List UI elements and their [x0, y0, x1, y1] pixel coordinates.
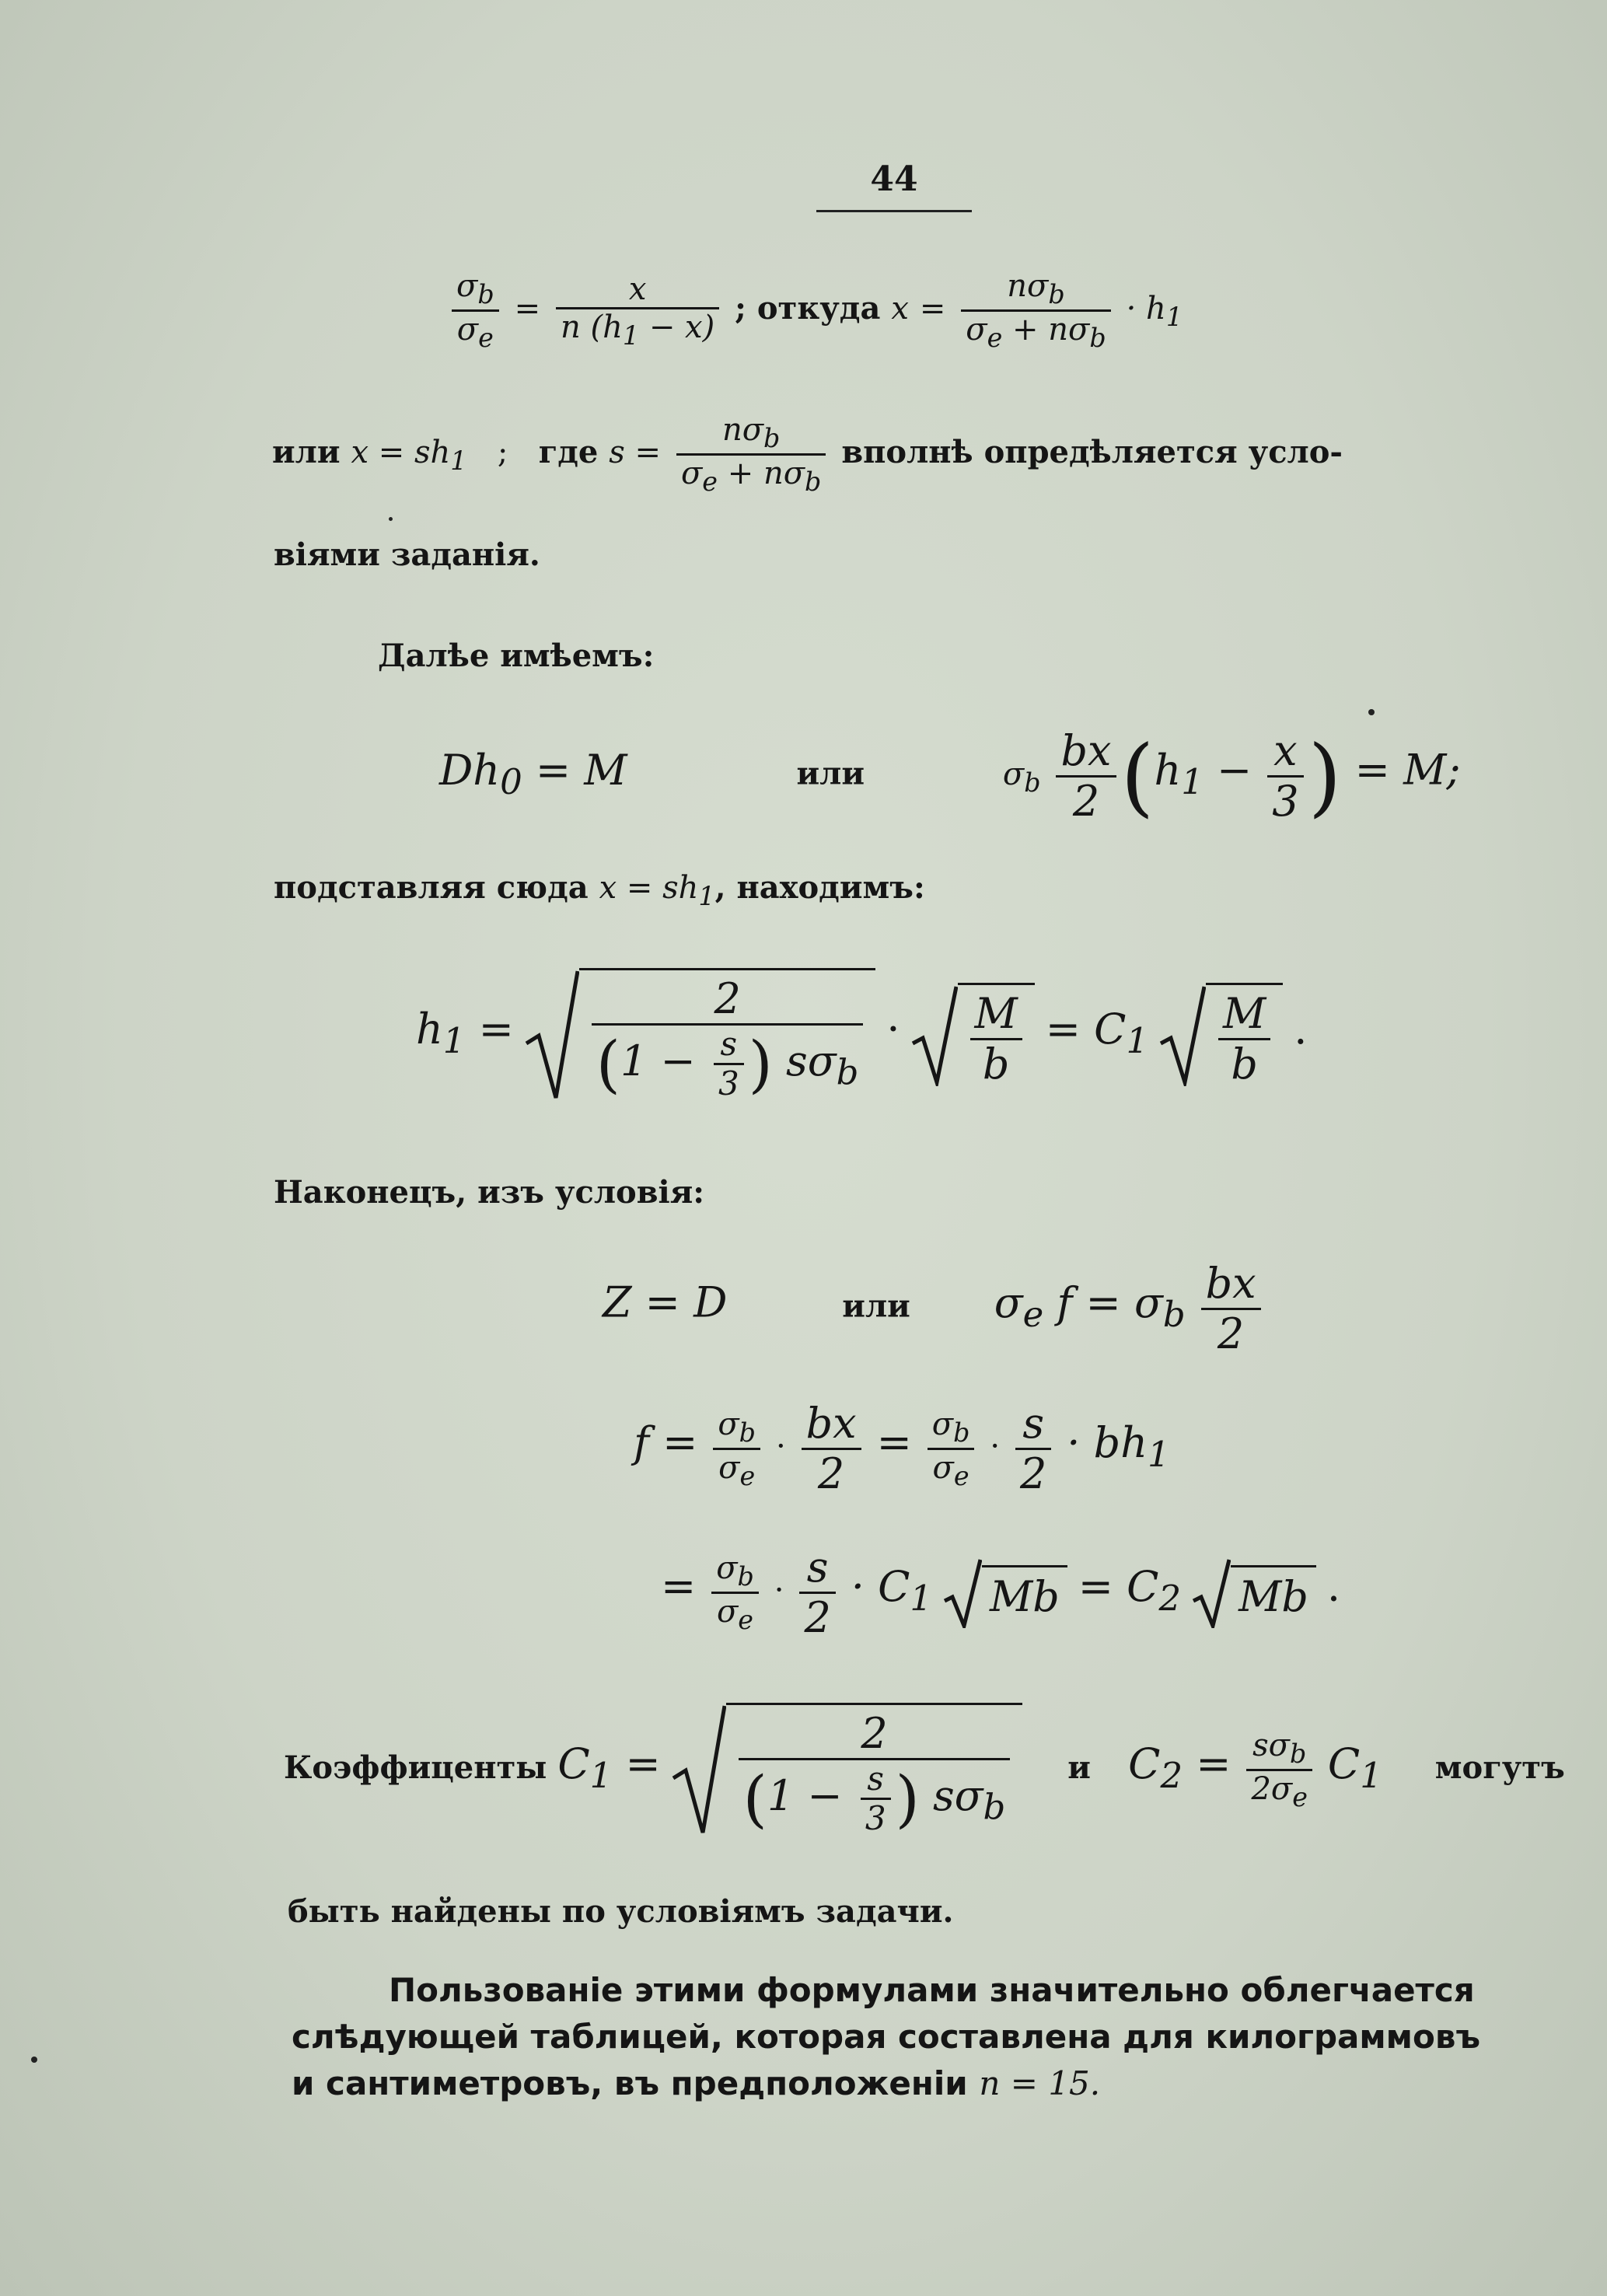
fraction-2-over: 2 (1 − $\frac{s}{3}$ ) $s\sigma_b$	[592, 975, 864, 1103]
radical-sign-icon-6	[672, 1704, 726, 1836]
equation-moment: $Dh_0 = M$ или $\sigma_b$ $\frac{bx}{2}$ ($h_1$ − $\frac{x}{3}$ ) = M;	[439, 726, 1461, 826]
sqrt-2	[911, 983, 1035, 1089]
text-para-2: слѣдующей таблицей, которая составлена для килограммовъ	[292, 2018, 1481, 2056]
radical-sign-icon-2	[911, 985, 958, 1086]
sqrt-3	[1159, 983, 1283, 1089]
text-i: и	[1067, 1749, 1091, 1786]
fraction-bx-2-b: $\frac{bx}{2}$	[1201, 1260, 1261, 1358]
speck	[31, 2057, 37, 2063]
equation-f: f = $\frac{\sigma_b}{\sigma_e}$ · $\frac{bx}{2}$ = $\frac{\sigma_b}{\sigma_e}$ · $\frac{s}{2}$ · $bh_1$	[634, 1399, 1170, 1499]
fraction-bx-2: $\frac{bx}{2}$	[1056, 727, 1116, 826]
equation-coefficients: Коэффиценты $C_1$ = 2 (1 − $\frac{s}{3}$ ) $s\sigma_b$ и $C_2$ = $\frac{s\sigma_b}{2\sigma_e}$ $C_1$ могутъ	[284, 1703, 1565, 1838]
text-line-5: подставляя сюда $x = sh_1$, находимъ:	[274, 869, 925, 911]
fraction-s-sigma-2: $\frac{s\sigma_b}{2\sigma_e}$	[1246, 1728, 1312, 1813]
text-mogut: могутъ	[1434, 1749, 1565, 1786]
text-para-3-words: и сантиметровъ, въ предположеніи	[292, 2064, 968, 2102]
sqrt-6	[672, 1703, 1023, 1838]
text-vpolne: вполнѣ опредѣляется усло-	[841, 433, 1343, 470]
radical-sign-icon	[525, 970, 579, 1102]
speck	[1368, 709, 1375, 715]
fraction-x-3: $\frac{x}{3}$	[1267, 727, 1303, 826]
page-number-rule	[816, 210, 972, 212]
equation-f-2: = $\frac{\sigma_b}{\sigma_e}$ · $\frac{s}{2}$ · $C_1$ $Mb = C_2$ Mb .	[661, 1543, 1341, 1643]
radical-sign-icon-5	[1192, 1558, 1231, 1628]
text-para-1: Пользованіе этими формулами значительно облегчается	[389, 1971, 1475, 2009]
speck	[389, 517, 393, 521]
radical-sign-icon-4	[943, 1558, 982, 1628]
fraction-x-over-n: $\frac{x}{n (h_1 - x)}$	[556, 271, 719, 351]
text-line-7: быть найдены по условіямъ задачи.	[288, 1893, 954, 1930]
fraction-sigma-ratio: $\frac{\sigma_b}{\sigma_e}$	[452, 268, 499, 354]
fraction-s: $\frac{n\sigma_b}{\sigma_e + n\sigma_b}$	[676, 412, 826, 498]
equation-ratio: $\frac{\sigma_b}{\sigma_e}$ = $\frac{x}{n (h_1 - x)}$ ; откуда x = $\frac{n\sigma_b}{\sigma_e + n\sigma_b}$ · $h_1$	[447, 268, 1183, 354]
equation-h1: $h_1$ = 2 (1 − $\frac{s}{3}$ ) $s\sigma_b$ · $\frac{M}{b}$ = $C_1$ $\frac{M}{b}$ .	[416, 968, 1307, 1103]
equation-z-d: Z = D или $\sigma_e$ $f = \sigma_b$ $\frac{bx}{2}$	[603, 1260, 1266, 1358]
page-number: 44	[870, 159, 918, 199]
text-n-15: n = 15.	[979, 2064, 1101, 2102]
fraction-bx-2-c: $\frac{bx}{2}$	[802, 1400, 861, 1498]
text-otkuda: ; откуда	[735, 289, 881, 327]
text-line-3: віями заданія.	[274, 536, 540, 573]
text-ili-3: или	[842, 1288, 910, 1325]
text-koefficienty: Коэффиценты	[284, 1749, 547, 1786]
fraction-M-b: $\frac{M}{b}$	[970, 990, 1022, 1089]
fraction-M-b-2: $\frac{M}{b}$	[1218, 990, 1270, 1089]
fraction-s-2: $\frac{s}{2}$	[1015, 1400, 1051, 1498]
text-para-3	[292, 2064, 1100, 2102]
fraction-2-over-b: 2 (1 − $\frac{s}{3}$ ) $s\sigma_b$	[739, 1710, 1011, 1838]
sqrt-1	[525, 968, 876, 1103]
text-line-4: Далѣе имѣемъ:	[378, 638, 655, 674]
radical-sign-icon-3	[1159, 985, 1206, 1086]
text-ili: или	[272, 433, 341, 470]
fraction-sig-1: $\frac{\sigma_b}{\sigma_e}$	[713, 1407, 760, 1492]
text-podstavlyaya: подставляя сюда	[274, 869, 589, 906]
equation-s-definition: или $x = sh_1$ ; где s = $\frac{n\sigma_b}{\sigma_e + n\sigma_b}$ вполнѣ опредѣляется усло-	[272, 412, 1343, 498]
text-nahodim: , находимъ:	[714, 869, 925, 906]
text-line-6: Наконецъ, изъ условія:	[274, 1174, 705, 1211]
fraction-sig-2: $\frac{\sigma_b}{\sigma_e}$	[928, 1407, 975, 1492]
fraction-sig-3: $\frac{\sigma_b}{\sigma_e}$	[711, 1550, 759, 1636]
fraction-s-2-b: $\frac{s}{2}$	[799, 1543, 835, 1642]
text-gde: где	[538, 433, 599, 470]
fraction-n-sigma: $\frac{n\sigma_b}{\sigma_e + n\sigma_b}$	[961, 268, 1110, 354]
sqrt-4: Mb	[943, 1558, 1067, 1628]
text-ili-2: или	[796, 755, 865, 792]
sqrt-5: Mb	[1192, 1558, 1316, 1628]
